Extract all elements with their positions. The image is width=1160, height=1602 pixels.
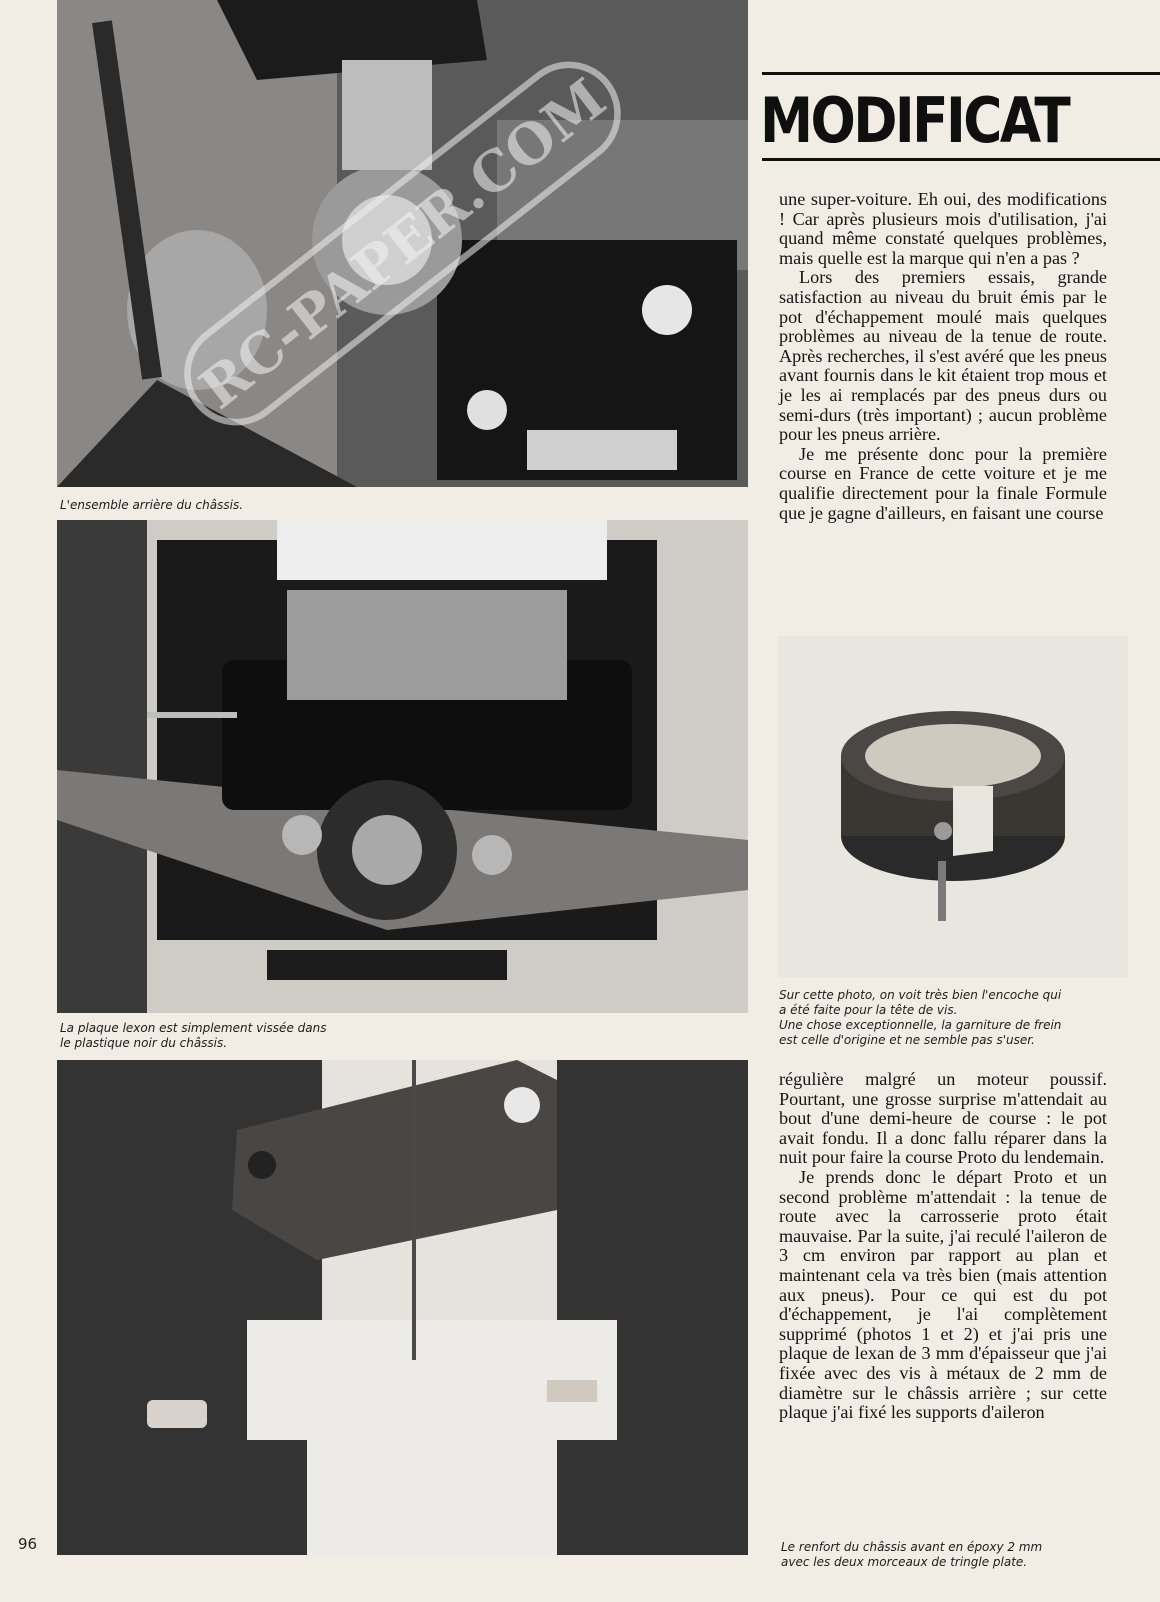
caption-line: avec les deux morceaux de tringle plate.	[781, 1555, 1028, 1569]
caption-line: Une chose exceptionnelle, la garniture de frein	[779, 1018, 1062, 1032]
watermark-text: RC-PAPER.COM	[188, 66, 619, 423]
photo-lexon-plate	[57, 520, 748, 1013]
photo-front-chassis	[57, 1060, 748, 1555]
header-rule-bottom	[762, 158, 1160, 161]
paragraph: une super-voiture. Eh oui, des modifications ! Car après plusieurs mois d'utilisation, j'ai quand même constaté quelques problèmes, mais quelle est la marque qui n'en a pas ?	[779, 189, 1107, 268]
caption-line: La plaque lexon est simplement vissée dans	[60, 1021, 327, 1035]
caption-lexon-plate	[60, 1021, 390, 1051]
caption-rear-chassis	[60, 498, 560, 513]
front-chassis-illustration	[57, 1060, 748, 1555]
paragraph: Je prends donc le départ Proto et un second problème m'attendait : la tenue de route avec la carrosserie proto était mauvaise. Par la suite, j'ai reculé l'aileron de 3 cm environ par rapport au plan et maintenant cela va très bien (mais attention aux pneus). Pour ce qui est du pot d'échappement, je l'ai complètement supprimé (photos 1 et 2) et j'ai pris une plaque de lexan de 3 mm d'épaisseur que j'ai fixée avec des vis à métaux de 2 mm de diamètre sur le châssis arrière ; sur cette plaque j'ai fixé les supports d'aileron	[779, 1166, 1107, 1423]
caption-line: Le renfort du châssis avant en époxy 2 mm	[781, 1540, 1043, 1554]
header-rule-top	[762, 72, 1160, 75]
caption-line: le plastique noir du châssis.	[60, 1036, 228, 1050]
caption-brake	[779, 988, 1119, 1048]
page-number: 96	[18, 1535, 38, 1553]
paragraph: Je me présente donc pour la première course en France de cette voiture et je me qualifie directement pour la finale Formule que je gagne d'ailleurs, en faisant une course	[779, 443, 1107, 523]
brake-illustration	[778, 636, 1128, 978]
caption-line: Sur cette photo, on voit très bien l'encoche qui	[779, 988, 1062, 1002]
paragraph: Lors des premiers essais, grande satisfaction au niveau du bruit émis par le pot d'échappement moulé mais quelques problèmes au niveau de la tenue de route. Après recherches, il s'est avéré que les pneus avant fournis dans le kit étaient trop mous et je les ai remplacés par des pneus durs ou semi-durs (très important) ; aucun problème pour les pneus arrière.	[779, 267, 1107, 445]
paragraph: régulière malgré un moteur poussif. Pourtant, une grosse surprise m'attendait au bout d'une demi-heure de course : le pot avait fondu. Il a donc fallu réparer dans la nuit pour faire la course Proto du lendemain.	[779, 1069, 1107, 1168]
caption-front-chassis	[781, 1540, 1121, 1570]
caption-line: L'ensemble arrière du châssis.	[60, 498, 244, 512]
article-column-top	[779, 190, 1107, 523]
photo-brake	[778, 636, 1128, 978]
article-title: MODIFICAT	[760, 84, 1069, 157]
article-column-bottom	[779, 1070, 1107, 1423]
watermark	[57, 0, 748, 487]
lexon-plate-illustration	[57, 520, 748, 1013]
photo-rear-chassis	[57, 0, 748, 487]
caption-line: est celle d'origine et ne semble pas s'user.	[779, 1033, 1035, 1047]
caption-line: a été faite pour la tête de vis.	[779, 1003, 958, 1017]
